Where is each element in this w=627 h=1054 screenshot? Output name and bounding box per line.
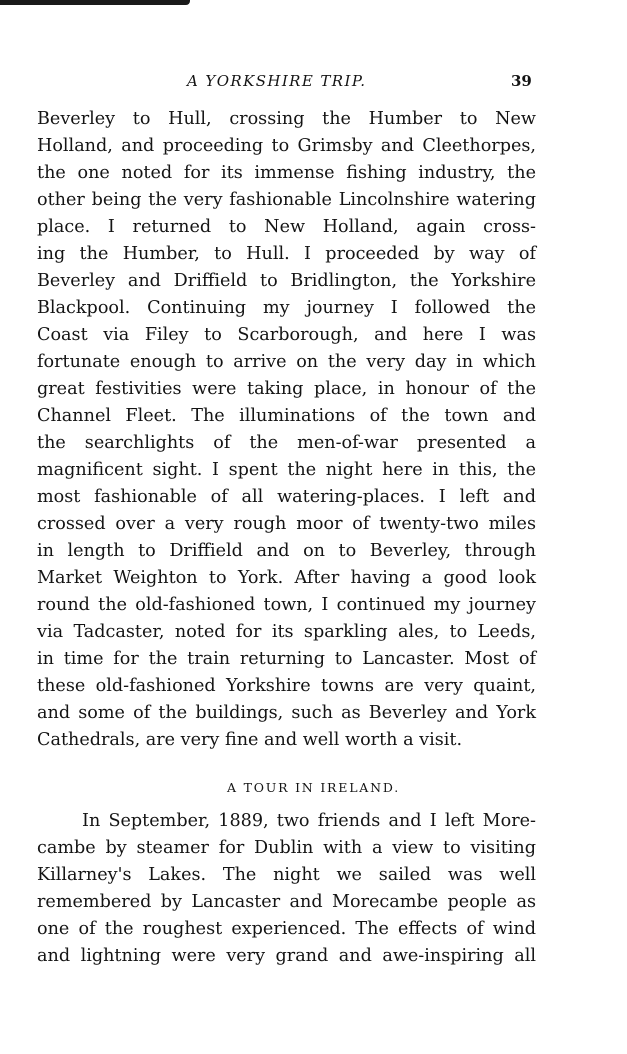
text-line: and some of the buildings, such as Beverley and York: [37, 703, 536, 723]
text-line: Cathedrals, are very fine and well worth a visit.: [37, 730, 463, 750]
text-line: Market Weighton to York. After having a good look: [37, 568, 536, 588]
text-line: In September, 1889, two friends and I left More-: [82, 811, 536, 831]
text-line: crossed over a very rough moor of twenty-two miles: [37, 514, 536, 534]
text-line: in time for the train returning to Lancaster. Most of: [37, 649, 536, 669]
text-line: Channel Fleet. The illuminations of the town and: [37, 406, 536, 426]
text-line: Blackpool. Continuing my journey I followed the: [37, 298, 536, 318]
text-line: via Tadcaster, noted for its sparkling ales, to Leeds,: [37, 622, 536, 642]
running-head: A YORKSHIRE TRIP.: [187, 72, 367, 90]
text-line: magnificent sight. I spent the night here in this, the: [37, 460, 536, 480]
text-line: most fashionable of all watering-places. I left and: [37, 487, 536, 507]
text-line: remembered by Lancaster and Morecambe people as: [37, 892, 536, 912]
scan-edge-mark: [0, 0, 190, 5]
text-line: one of the roughest experienced. The effects of wind: [37, 919, 536, 939]
text-line: Killarney's Lakes. The night we sailed was well: [37, 865, 536, 885]
text-line: the searchlights of the men-of-war presented a: [37, 433, 536, 453]
text-line: in length to Driffield and on to Beverley, through: [37, 541, 536, 561]
text-line: and lightning were very grand and awe-inspiring all: [37, 946, 536, 966]
text-line: other being the very fashionable Lincolnshire watering: [37, 190, 536, 210]
text-line: these old-fashioned Yorkshire towns are very quaint,: [37, 676, 536, 696]
text-line: fortunate enough to arrive on the very day in which: [37, 352, 536, 372]
text-line: place. I returned to New Holland, again cross-: [37, 217, 536, 237]
text-line: Beverley and Driffield to Bridlington, the Yorkshire: [37, 271, 536, 291]
text-line: the one noted for its immense fishing industry, the: [37, 163, 536, 183]
text-line: Beverley to Hull, crossing the Humber to New: [37, 109, 536, 129]
text-line: round the old-fashioned town, I continued my journey: [37, 595, 536, 615]
page-number: 39: [511, 72, 532, 90]
section-heading: A TOUR IN IRELAND.: [226, 780, 401, 795]
text-line: Holland, and proceeding to Grimsby and Cleethorpes,: [37, 136, 536, 156]
text-line: ing the Humber, to Hull. I proceeded by way of: [37, 244, 536, 264]
text-line: cambe by steamer for Dublin with a view to visiting: [37, 838, 536, 858]
text-line: Coast via Filey to Scarborough, and here I was: [37, 325, 536, 345]
text-line: great festivities were taking place, in honour of the: [37, 379, 536, 399]
